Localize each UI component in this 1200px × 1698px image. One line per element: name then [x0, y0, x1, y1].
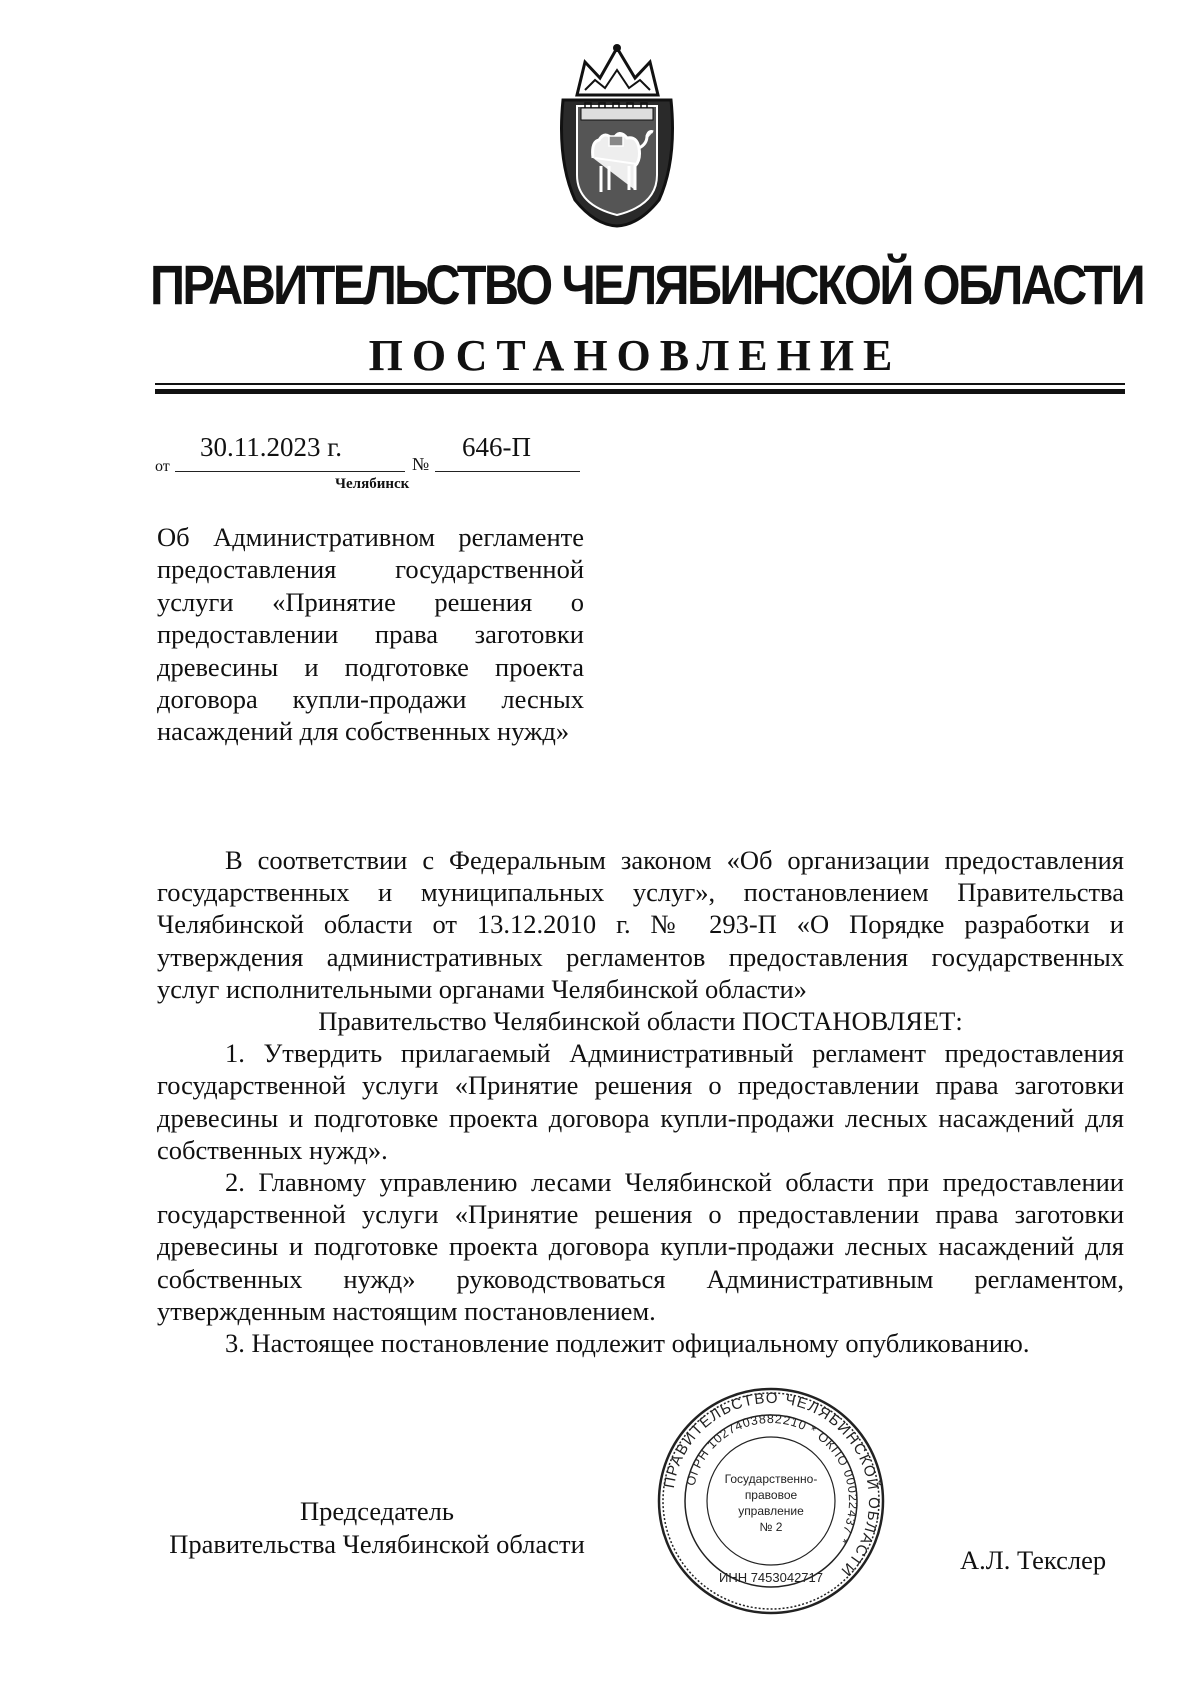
signer-role	[157, 1495, 597, 1561]
stamp-center-line-3: управление	[738, 1504, 804, 1518]
header-divider-thick	[155, 389, 1125, 394]
signer-name: А.Л. Текслер	[960, 1545, 1107, 1575]
resolves-line: Правительство Челябинской области ПОСТАНОВЛЯЕТ:	[318, 1006, 963, 1037]
signer-role-line-1: Председатель	[300, 1496, 454, 1526]
item-2-paragraph: 2. Главному управлению лесами Челябинской области при предоставлении государственной услуги «Принятие решения о предоставлении права заготовки древесины и подготовке проекта договора купли-продажи лесных насаждений для собственных нужд» руководствоваться Административным регламентом, утвержденным настоящим постановлением.	[157, 1167, 1124, 1326]
signer-role-line-2: Правительства Челябинской области	[169, 1529, 585, 1559]
preamble-paragraph: В соответствии с Федеральным законом «Об организации предоставления государственных и муниципальных услуг», постановлением Правительства Челябинской области от 13.12.2010 г. № 293-П «О Порядке разработки и утверждения административных регламентов предоставления государственных услуг исполнительными органами Челябинской области»	[157, 845, 1124, 1004]
header-divider-thin	[155, 383, 1125, 385]
stamp-middle-text: ОГРН 1027403882210 * ОКПО 00022437 *	[683, 1411, 861, 1547]
number-underline	[435, 471, 580, 472]
date-underline	[175, 471, 405, 472]
document-number: 646-П	[462, 432, 531, 462]
stamp-inn-text: ИНН 7453042717	[718, 1570, 824, 1585]
number-sign: №	[412, 454, 430, 474]
stamp-center-line-4: № 2	[759, 1520, 783, 1534]
item-3-paragraph: 3. Настоящее постановление подлежит официальному опубликованию.	[225, 1328, 1030, 1359]
item-1-paragraph: 1. Утвердить прилагаемый Административный регламент предоставления государственной услуги «Принятие решения о предоставлении права заготовки древесины и подготовке проекта договора купли-продажи лесных насаждений для собственных нужд».	[157, 1038, 1124, 1165]
document-subject: Об Административном регламенте предоставления государственной услуги «Принятие решения о предоставлении права заготовки древесины и подготовке проекта договора купли-продажи лесных насаждений для собственных нужд»	[157, 522, 584, 747]
document-body	[157, 844, 1124, 1359]
organization-title: ПРАВИТЕЛЬСТВО ЧЕЛЯБИНСКОЙ ОБЛАСТИ	[150, 253, 1143, 316]
document-city: Челябинск	[335, 476, 410, 492]
stamp-outer-text: ПРАВИТЕЛЬСТВО ЧЕЛЯБИНСКОЙ ОБЛАСТИ	[660, 1389, 883, 1580]
document-date: 30.11.2023 г.	[200, 432, 343, 462]
document-type-heading: ПОСТАНОВЛЕНИЕ	[368, 331, 902, 380]
coat-of-arms-emblem	[555, 40, 680, 228]
date-prefix: от	[155, 458, 170, 475]
stamp-center-line-1: Государственно-	[724, 1472, 818, 1486]
official-stamp	[655, 1385, 887, 1617]
stamp-center-line-2: правовое	[744, 1488, 798, 1502]
